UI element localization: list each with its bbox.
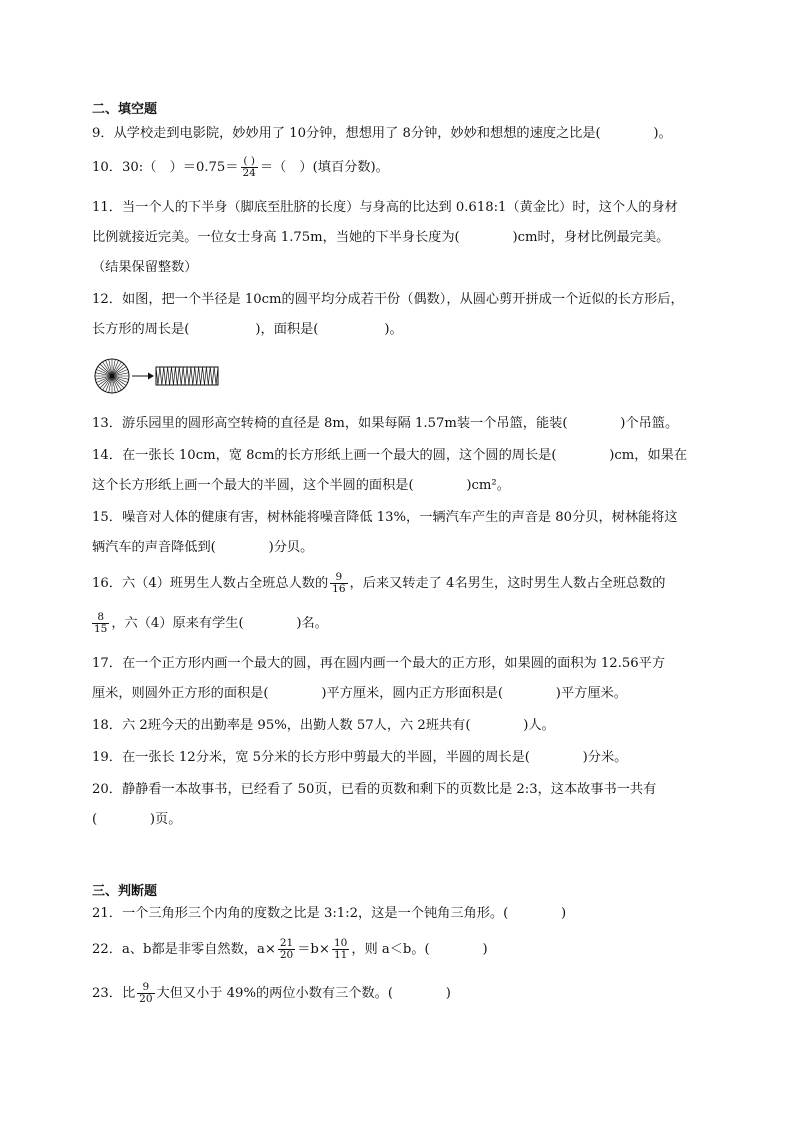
question-16-line-2 [92,612,328,635]
q16-fraction-1-num: 9 [330,572,347,584]
q23-text-pre: 23．比 [92,986,136,1001]
q22-fraction-2-num: 10 [333,937,348,949]
q23-text-post: 大但又小于 49%的两位小数有三个数。( ) [156,986,451,1001]
circle-to-rectangle-figure [94,358,224,394]
question-15-line-2: 辆汽车的声音降低到( )分贝。 [92,540,314,555]
q16-fraction-1 [330,572,347,595]
question-19: 19．在一张长 12分米，宽 5分米的长方形中剪最大的半圆，半圆的周长是( )分米。 [92,750,628,765]
section-title-fill-in: 二、填空题 [92,102,158,117]
q10-text-post: ＝（ ）(填百分数)。 [259,160,389,175]
question-11-line-2: 比例就接近完美。一位女士身高 1.75m，当她的下半身长度为( )cm时，身材比例最完美。 [92,230,670,245]
question-13: 13．游乐园里的圆形高空转椅的直径是 8m，如果每隔 1.57m装一个吊篮，能装( )个吊篮。 [92,416,679,431]
q16-text-post: ，后来又转走了 4名男生，这时男生人数占全班总数的 [349,576,666,591]
question-22 [92,938,488,961]
q16-fraction-2-num: 8 [92,612,109,624]
q22-text-post: ，则 a＜b。( ) [351,942,488,957]
question-12-line-2: 长方形的周长是( )，面积是( )。 [92,322,403,337]
section-title-true-false: 三、判断题 [92,884,158,899]
q16-fraction-2 [92,612,109,635]
question-10 [92,156,389,179]
q10-fraction-den: 24 [242,167,256,179]
question-23 [92,982,451,1005]
q22-text-pre: 22．a、b都是非零自然数，a× [92,942,276,957]
q23-fraction [137,982,154,1005]
question-20-line-2: ( )页。 [92,812,182,827]
q16-fraction-1-den: 16 [332,583,346,595]
q16-text-post-2: ，六（4）原来有学生( )名。 [111,616,328,631]
q16-text-pre: 16．六（4）班男生人数占全班总人数的 [92,576,329,591]
q22-text-mid: ＝b× [297,942,330,957]
q22-fraction-1-num: 21 [279,937,294,949]
q22-fraction-2-den: 11 [333,949,348,961]
q22-fraction-2 [332,938,349,961]
question-14-line-1: 14．在一张长 10cm，宽 8cm的长方形纸上画一个最大的圆，这个圆的周长是( )cm，如果在 [92,448,688,463]
question-12-line-1: 12．如图，把一个半径是 10cm的圆平均分成若干份（偶数），从圆心剪开拼成一个近似的长方形后， [92,292,684,307]
arrow-icon [132,373,154,380]
question-21: 21．一个三角形三个内角的度数之比是 3:1:2，这是一个钝角三角形。( ) [92,906,567,921]
q22-fraction-1 [278,938,295,961]
question-18: 18．六 2班今天的出勤率是 95%，出勤人数 57人，六 2班共有( )人。 [92,718,555,733]
q10-fraction-num: ( ) [241,156,258,168]
question-17-line-1: 17．在一个正方形内画一个最大的圆，再在圆内画一个最大的正方形，如果圆的面积为 12.56平方 [92,656,666,671]
q16-fraction-2-den: 15 [94,623,108,635]
question-9: 9．从学校走到电影院，妙妙用了 10分钟，想想用了 8分钟，妙妙和想想的速度之比是( )。 [92,126,672,141]
question-20-line-1: 20．静静看一本故事书，已经看了 50页，已看的页数和剩下的页数比是 2:3，这本故事书一共有 [92,782,657,797]
question-17-line-2: 厘米，则圆外正方形的面积是( )平方厘米，圆内正方形面积是( )平方厘米。 [92,686,627,701]
question-11-line-1: 11．当一个人的下半身（脚底至肚脐的长度）与身高的比达到 0.618:1（黄金比）时，这个人的身材 [92,200,678,215]
q10-text-pre: 10．30:（ ）＝0.75＝ [92,160,239,175]
question-14-line-2: 这个长方形纸上画一个最大的半圆，这个半圆的面积是( )cm²。 [92,478,510,493]
q23-fraction-den: 20 [139,993,153,1005]
divided-circle [95,359,129,393]
question-15-line-1: 15．噪音对人体的健康有害，树林能将噪音降低 13%，一辆汽车产生的声音是 80分贝，树林能将这 [92,510,678,525]
question-11-line-3: （结果保留整数） [92,260,198,275]
q10-fraction [241,156,258,179]
question-16-line-1 [92,572,665,595]
approximate-rectangle [156,367,218,385]
q23-fraction-num: 9 [137,982,154,994]
q22-fraction-1-den: 20 [279,949,294,961]
